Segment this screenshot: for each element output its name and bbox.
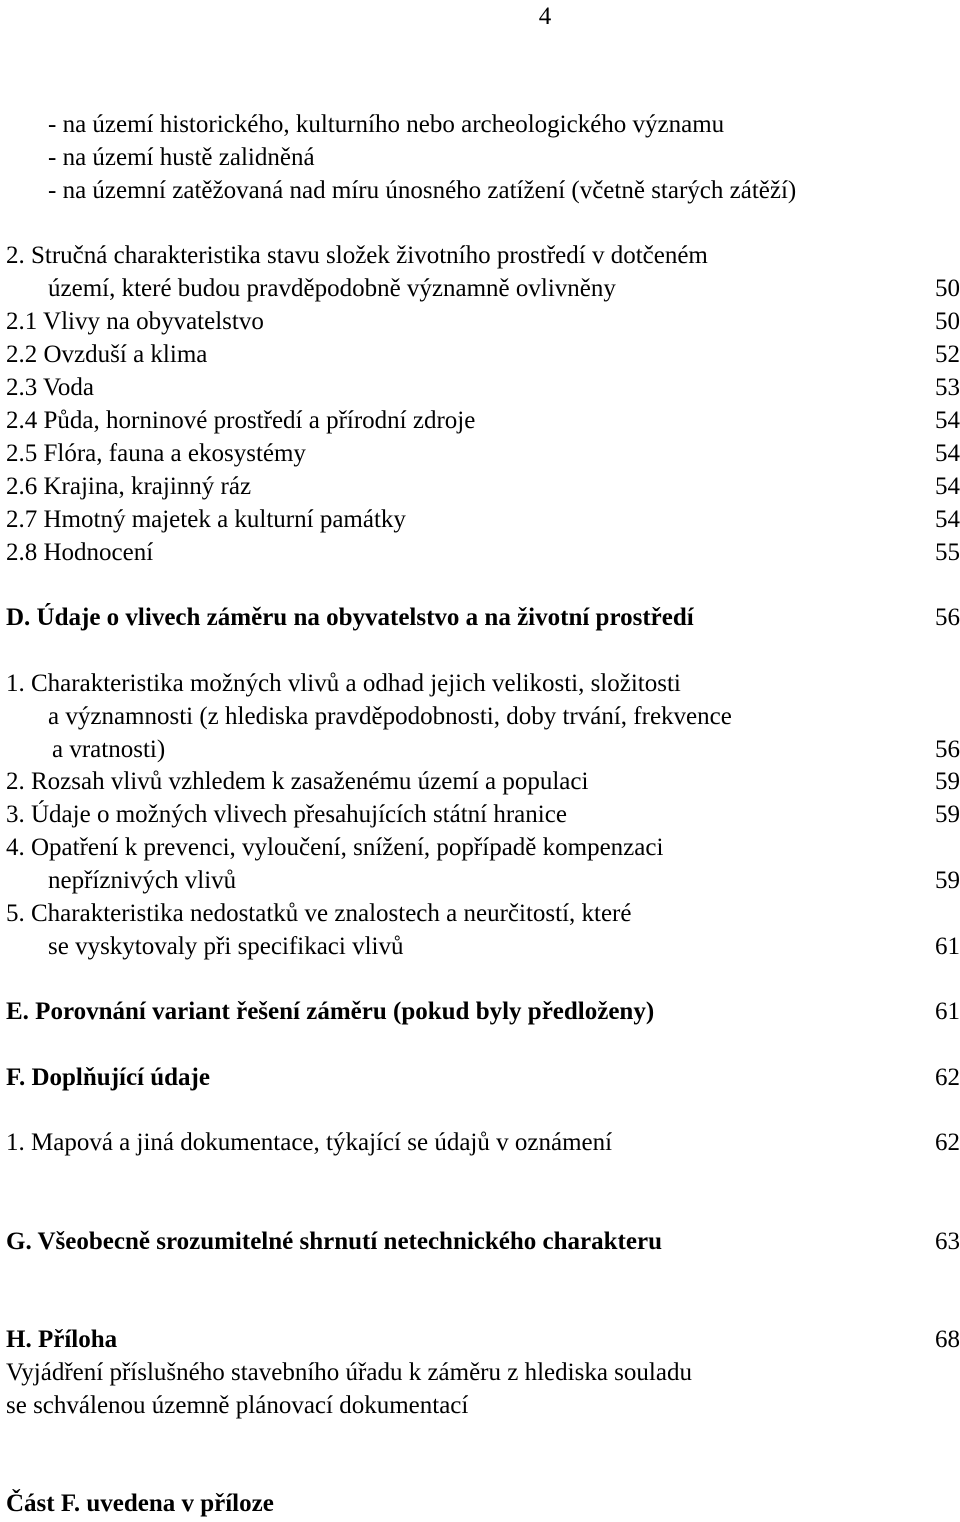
intro-item: [0, 108, 960, 142]
toc-section-g: [0, 1225, 960, 1259]
toc-page-number: 59: [935, 768, 960, 795]
toc-section-title: H. Příloha: [6, 1326, 118, 1353]
toc-entry-d-4: [0, 831, 960, 865]
toc-entry-2-3: [0, 371, 960, 405]
toc-page-number: 61: [935, 933, 960, 960]
footer-note-text: Část F. uvedena v příloze: [6, 1490, 274, 1517]
intro-item-text: - na území hustě zalidněná: [48, 144, 315, 171]
intro-item-text: - na územní zatěžovaná nad míru únosného zatížení (včetně starých zátěží): [48, 177, 797, 204]
toc-entry-2-7: [0, 503, 960, 537]
toc-entry-2-6: [0, 470, 960, 504]
toc-entry-text: 1. Mapová a jiná dokumentace, týkající se údajů v oznámení: [6, 1129, 613, 1156]
toc-page-number: 54: [935, 440, 960, 467]
toc-entry-text: 2.6 Krajina, krajinný ráz: [6, 473, 252, 500]
toc-entry-2-5: [0, 437, 960, 471]
toc-page-number: 56: [935, 604, 960, 631]
toc-entry-d-4-cont: [0, 864, 960, 898]
toc-entry-text: 2.4 Půda, horninové prostředí a přírodní zdroje: [6, 407, 476, 434]
toc-entry-d-5: [0, 897, 960, 931]
toc-entry-text: 2.8 Hodnocení: [6, 539, 154, 566]
toc-page-number: 52: [935, 341, 960, 368]
toc-entry-text: 2.1 Vlivy na obyvatelstvo: [6, 308, 264, 335]
toc-entry-2-1: [0, 305, 960, 339]
toc-entry-text: Vyjádření příslušného stavebního úřadu k záměru z hlediska souladu: [6, 1359, 692, 1386]
toc-entry-text: 3. Údaje o možných vlivech přesahujících státní hranice: [6, 801, 567, 828]
toc-section-h-desc: [0, 1389, 960, 1423]
toc-entry-text: 2.5 Flóra, fauna a ekosystémy: [6, 440, 306, 467]
toc-entry-text: 2.7 Hmotný majetek a kulturní památky: [6, 506, 406, 533]
toc-entry-d-5-cont: [0, 930, 960, 964]
toc-section-h: [0, 1323, 960, 1357]
toc-entry-2-2: [0, 338, 960, 372]
footer-note: [0, 1487, 960, 1521]
toc-entry-text: 2.3 Voda: [6, 374, 94, 401]
toc-section-title: G. Všeobecně srozumitelné shrnutí netechnického charakteru: [6, 1228, 662, 1255]
toc-page-number: 63: [935, 1228, 960, 1255]
toc-page-number: 59: [935, 867, 960, 894]
toc-entry-2-4: [0, 404, 960, 438]
toc-page-number: 55: [935, 539, 960, 566]
toc-page-number: 62: [935, 1129, 960, 1156]
toc-entry-text: 1. Charakteristika možných vlivů a odhad jejich velikosti, složitosti: [6, 670, 681, 697]
toc-entry-text: a významnosti (z hlediska pravděpodobnosti, doby trvání, frekvence: [48, 703, 732, 730]
toc-page-number: 50: [935, 308, 960, 335]
toc-entry-text: se vyskytovaly při specifikaci vlivů: [48, 933, 404, 960]
toc-page-number: 56: [935, 736, 960, 763]
toc-page-number: 59: [935, 801, 960, 828]
toc-entry-d-1: [0, 667, 960, 701]
toc-section-2-heading: [0, 239, 960, 273]
toc-page-number: 50: [935, 275, 960, 302]
toc-entry-text: 5. Charakteristika nedostatků ve znalostech a neurčitostí, které: [6, 900, 632, 927]
toc-entry-text: 2. Stručná charakteristika stavu složek životního prostředí v dotčeném: [6, 242, 708, 269]
toc-entry-text: a vratnosti): [52, 736, 166, 763]
toc-page-number: 61: [935, 998, 960, 1025]
toc-entry-text: území, které budou pravděpodobně významně ovlivněny: [48, 275, 616, 302]
toc-section-title: F. Doplňující údaje: [6, 1064, 210, 1091]
toc-section-h-desc: [0, 1356, 960, 1390]
toc-section-2-heading-cont: [0, 272, 960, 306]
toc-page-number: 62: [935, 1064, 960, 1091]
toc-page-number: 53: [935, 374, 960, 401]
toc-entry-2-8: [0, 536, 960, 570]
toc-entry-text: se schválenou územně plánovací dokumentací: [6, 1392, 469, 1419]
toc-entry-f-1: [0, 1126, 960, 1160]
intro-item: [0, 141, 960, 175]
intro-item-text: - na území historického, kulturního nebo archeologického významu: [48, 111, 725, 138]
toc-section-f: [0, 1061, 960, 1095]
toc-section-e: [0, 995, 960, 1029]
toc-section-d: [0, 601, 960, 635]
toc-page-number: 54: [935, 407, 960, 434]
page-number: 4: [538, 3, 552, 30]
toc-entry-text: 2. Rozsah vlivů vzhledem k zasaženému území a populaci: [6, 768, 589, 795]
toc-entry-text: 2.2 Ovzduší a klima: [6, 341, 208, 368]
toc-entry-d-2: [0, 765, 960, 799]
toc-page-number: 54: [935, 473, 960, 500]
toc-entry-d-1-cont: [0, 700, 960, 734]
toc-page-number: 68: [935, 1326, 960, 1353]
intro-item: [0, 174, 960, 208]
toc-entry-text: 4. Opatření k prevenci, vyloučení, snížení, popřípadě kompenzaci: [6, 834, 664, 861]
toc-section-title: D. Údaje o vlivech záměru na obyvatelstvo a na životní prostředí: [6, 604, 694, 631]
toc-entry-d-1-cont: [0, 733, 960, 767]
toc-entry-d-3: [0, 798, 960, 832]
toc-entry-text: nepříznivých vlivů: [48, 867, 237, 894]
toc-section-title: E. Porovnání variant řešení záměru (pokud byly předloženy): [6, 998, 655, 1025]
toc-page-number: 54: [935, 506, 960, 533]
